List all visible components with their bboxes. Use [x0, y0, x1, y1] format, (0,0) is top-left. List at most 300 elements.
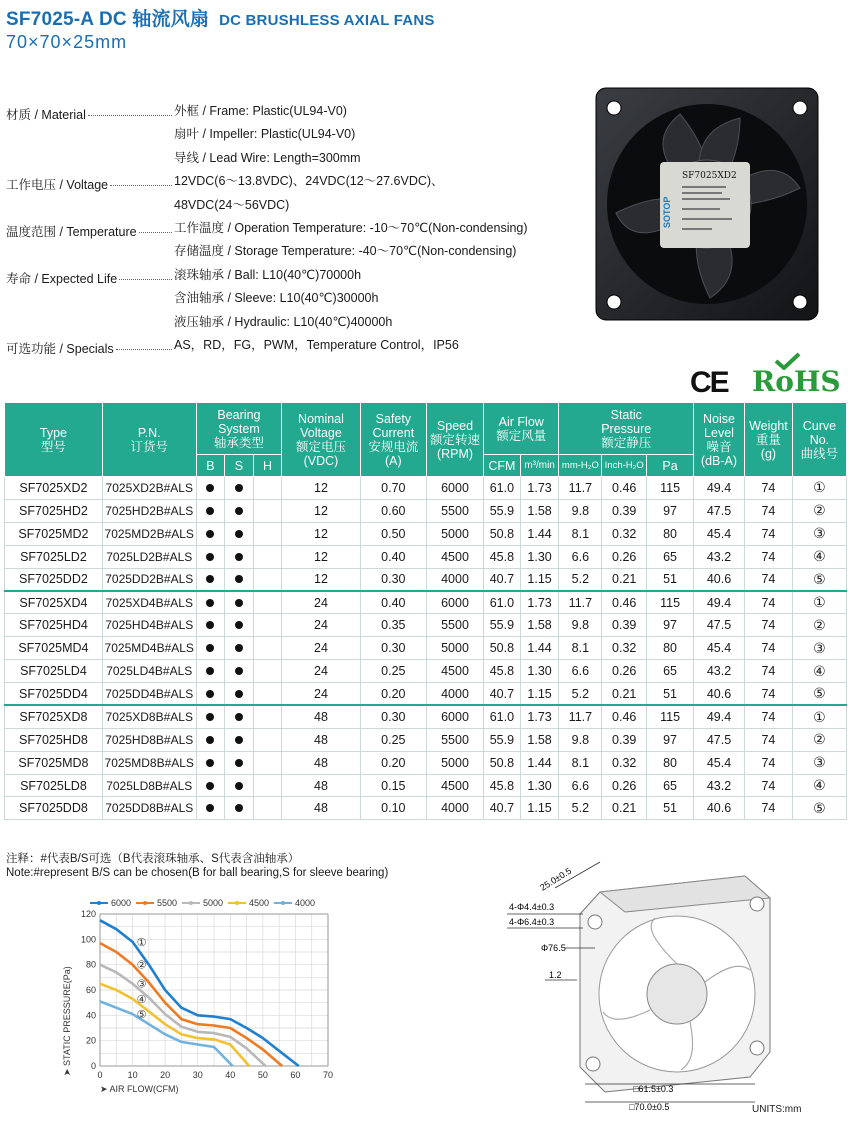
cell-pn: 7025LD2B#ALS [102, 545, 196, 568]
cell-db: 43.2 [694, 660, 745, 683]
cell-type: SF7025DD4 [5, 683, 103, 706]
bearing-dot-icon [235, 507, 243, 515]
bearing-dot-icon [235, 621, 243, 629]
bearing-s-cell [225, 637, 254, 660]
col-bearing-b: B [196, 455, 225, 477]
bearing-dot-icon [235, 782, 243, 790]
table-row [5, 728, 847, 751]
cell-type: SF7025XD2 [5, 477, 103, 500]
cell-g: 74 [744, 477, 792, 500]
cell-cfm: 61.0 [484, 705, 521, 728]
col-mmh2o: mm-H₂O [559, 455, 602, 477]
cell-mm: 6.6 [559, 774, 602, 797]
legend-swatch-dot [97, 901, 101, 905]
bearing-b-cell [196, 751, 225, 774]
col-bearing-s: S [225, 455, 254, 477]
cell-rpm: 4000 [426, 797, 483, 820]
cell-pn: 7025XD4B#ALS [102, 591, 196, 614]
cell-type: SF7025XD8 [5, 705, 103, 728]
cell-cfm: 45.8 [484, 545, 521, 568]
bearing-h-cell [253, 705, 282, 728]
cell-m3: 1.73 [520, 591, 559, 614]
fan-photo [590, 78, 826, 330]
cell-mm: 5.2 [559, 568, 602, 591]
x-tick-label: 70 [322, 1070, 334, 1080]
cell-type: SF7025XD4 [5, 591, 103, 614]
cell-curve: ① [792, 705, 846, 728]
spec-value: 外框 / Frame: Plastic(UL94-V0) [174, 104, 347, 118]
cell-rpm: 5000 [426, 751, 483, 774]
cell-inch: 0.39 [602, 614, 647, 637]
cell-rpm: 5000 [426, 637, 483, 660]
cell-db: 49.4 [694, 705, 745, 728]
cell-g: 74 [744, 728, 792, 751]
bearing-dot-icon [235, 736, 243, 744]
cell-mm: 5.2 [559, 683, 602, 706]
cell-type: SF7025HD8 [5, 728, 103, 751]
cell-pn: 7025DD2B#ALS [102, 568, 196, 591]
cell-pa: 97 [647, 728, 694, 751]
bearing-s-cell [225, 705, 254, 728]
col-bearing-h: H [253, 455, 282, 477]
cell-type: SF7025DD2 [5, 568, 103, 591]
cell-inch: 0.26 [602, 774, 647, 797]
cell-pa: 97 [647, 499, 694, 522]
bearing-dot-icon [206, 599, 214, 607]
cell-g: 74 [744, 705, 792, 728]
cell-v: 12 [282, 545, 360, 568]
cell-cfm: 55.9 [484, 728, 521, 751]
bearing-h-cell [253, 774, 282, 797]
cell-g: 74 [744, 774, 792, 797]
bearing-dot-icon [206, 484, 214, 492]
cell-inch: 0.46 [602, 477, 647, 500]
col-pressure: Static Pressure 额定静压 [559, 403, 694, 455]
bearing-b-cell [196, 774, 225, 797]
cell-v: 24 [282, 637, 360, 660]
cell-a: 0.30 [360, 705, 426, 728]
cell-curve: ④ [792, 545, 846, 568]
table-row [5, 499, 847, 522]
cell-m3: 1.15 [520, 568, 559, 591]
cell-cfm: 55.9 [484, 614, 521, 637]
y-axis-label: ➤ STATIC PRESSURE(Pa) [62, 966, 72, 1076]
cell-v: 24 [282, 683, 360, 706]
legend-label: 5500 [157, 898, 178, 908]
cell-curve: ⑤ [792, 683, 846, 706]
table-row [5, 660, 847, 683]
cell-rpm: 4000 [426, 683, 483, 706]
spec-label: 材质 / Material [6, 108, 86, 122]
spec-leader-dots [88, 103, 172, 116]
cell-a: 0.35 [360, 614, 426, 637]
legend-label: 6000 [111, 898, 132, 908]
cell-db: 40.6 [694, 683, 745, 706]
cell-m3: 1.73 [520, 705, 559, 728]
table-row [5, 545, 847, 568]
bearing-s-cell [225, 522, 254, 545]
cell-curve: ④ [792, 660, 846, 683]
bearing-s-cell [225, 614, 254, 637]
cell-v: 12 [282, 499, 360, 522]
cell-g: 74 [744, 614, 792, 637]
cell-type: SF7025LD8 [5, 774, 103, 797]
bearing-dot-icon [235, 553, 243, 561]
bearing-dot-icon [235, 667, 243, 675]
page-title [6, 4, 435, 31]
cell-g: 74 [744, 499, 792, 522]
bearing-dot-icon [235, 644, 243, 652]
y-tick-label: 40 [85, 1010, 96, 1021]
bearing-b-cell [196, 568, 225, 591]
bearing-dot-icon [235, 804, 243, 812]
bearing-b-cell [196, 614, 225, 637]
cell-a: 0.30 [360, 637, 426, 660]
col-current: Safety Current 安规电流 (A) [360, 403, 426, 477]
spec-value: 12VDC(6～13.8VDC)、24VDC(12～27.6VDC)、 [174, 174, 444, 189]
cell-cfm: 45.8 [484, 660, 521, 683]
cell-cfm: 50.8 [484, 637, 521, 660]
fan-label-brand: SOTOP [662, 196, 672, 228]
bearing-h-cell [253, 797, 282, 820]
bearing-b-cell [196, 477, 225, 500]
cell-g: 74 [744, 591, 792, 614]
cell-db: 45.4 [694, 637, 745, 660]
bearing-b-cell [196, 637, 225, 660]
bearing-dot-icon [206, 621, 214, 629]
bearing-b-cell [196, 728, 225, 751]
cell-a: 0.40 [360, 591, 426, 614]
cell-cfm: 40.7 [484, 683, 521, 706]
cell-a: 0.40 [360, 545, 426, 568]
bearing-s-cell [225, 751, 254, 774]
col-speed: Speed 额定转速 (RPM) [426, 403, 483, 477]
bearing-dot-icon [206, 690, 214, 698]
cell-g: 74 [744, 545, 792, 568]
y-tick-label: 20 [85, 1035, 96, 1046]
cell-pa: 115 [647, 477, 694, 500]
bearing-dot-icon [206, 759, 214, 767]
cell-curve: ⑤ [792, 568, 846, 591]
bearing-h-cell [253, 660, 282, 683]
legend-swatch-dot [235, 901, 239, 905]
cell-mm: 11.7 [559, 591, 602, 614]
cell-curve: ③ [792, 522, 846, 545]
x-tick-label: 10 [127, 1070, 138, 1080]
cell-pa: 51 [647, 683, 694, 706]
bearing-s-cell [225, 591, 254, 614]
cell-mm: 8.1 [559, 751, 602, 774]
cell-curve: ① [792, 591, 846, 614]
title-en: DC BRUSHLESS AXIAL FANS [219, 12, 435, 29]
cell-type: SF7025LD2 [5, 545, 103, 568]
cell-pn: 7025XD8B#ALS [102, 705, 196, 728]
cell-mm: 6.6 [559, 545, 602, 568]
cell-rpm: 4500 [426, 774, 483, 797]
legend-label: 4500 [249, 898, 270, 908]
cell-type: SF7025HD2 [5, 499, 103, 522]
cell-mm: 8.1 [559, 637, 602, 660]
cell-m3: 1.44 [520, 751, 559, 774]
bearing-s-cell [225, 728, 254, 751]
units-label: UNITS:mm [752, 1104, 802, 1115]
table-row [5, 522, 847, 545]
cell-type: SF7025LD4 [5, 660, 103, 683]
y-tick-label: 60 [85, 985, 96, 995]
cell-db: 43.2 [694, 545, 745, 568]
cell-v: 24 [282, 591, 360, 614]
table-row [5, 751, 847, 774]
cell-mm: 5.2 [559, 797, 602, 820]
cell-pa: 51 [647, 568, 694, 591]
bearing-h-cell [253, 545, 282, 568]
col-noise: Noise Level 噪音 (dB-A) [694, 403, 745, 477]
cell-g: 74 [744, 797, 792, 820]
dim-hole2: 4-Φ6.4±0.3 [509, 917, 555, 927]
cell-g: 74 [744, 751, 792, 774]
bearing-s-cell [225, 683, 254, 706]
cell-mm: 8.1 [559, 522, 602, 545]
bearing-dot-icon [206, 804, 214, 812]
cell-a: 0.15 [360, 774, 426, 797]
spec-leader-dots [110, 173, 172, 186]
spec-value: 滚珠轴承 / Ball: L10(40℃)70000h [174, 267, 362, 282]
curve-marker: ⑤ [136, 1009, 147, 1022]
x-tick-label: 20 [160, 1070, 171, 1080]
bearing-s-cell [225, 797, 254, 820]
cell-cfm: 50.8 [484, 751, 521, 774]
cell-pn: 7025LD4B#ALS [102, 660, 196, 683]
spec-value: 扇叶 / Impeller: Plastic(UL94-V0) [174, 127, 356, 142]
cell-inch: 0.39 [602, 728, 647, 751]
spec-value: 导线 / Lead Wire: Length=300mm [174, 150, 361, 165]
bearing-dot-icon [235, 690, 243, 698]
cell-a: 0.25 [360, 660, 426, 683]
cell-cfm: 40.7 [484, 797, 521, 820]
title-cn: SF7025-A DC 轴流风扇 [6, 9, 210, 30]
cell-curve: ④ [792, 774, 846, 797]
cell-a: 0.20 [360, 751, 426, 774]
curve-marker: ③ [136, 978, 147, 991]
cell-v: 48 [282, 751, 360, 774]
cell-db: 43.2 [694, 774, 745, 797]
bearing-b-cell [196, 660, 225, 683]
cell-pa: 65 [647, 660, 694, 683]
bearing-dot-icon [206, 575, 214, 583]
cell-cfm: 45.8 [484, 774, 521, 797]
table-row [5, 774, 847, 797]
col-cfm: CFM [484, 455, 521, 477]
bearing-h-cell [253, 499, 282, 522]
cell-m3: 1.44 [520, 522, 559, 545]
table-row [5, 614, 847, 637]
cell-pn: 7025MD2B#ALS [102, 522, 196, 545]
cell-pn: 7025DD4B#ALS [102, 683, 196, 706]
cell-rpm: 4500 [426, 545, 483, 568]
bearing-dot-icon [206, 713, 214, 721]
cell-v: 48 [282, 705, 360, 728]
cell-db: 45.4 [694, 522, 745, 545]
cell-g: 74 [744, 568, 792, 591]
spec-label: 温度范围 / Temperature [6, 225, 137, 239]
cell-pn: 7025XD2B#ALS [102, 477, 196, 500]
cell-m3: 1.15 [520, 797, 559, 820]
bearing-s-cell [225, 774, 254, 797]
bearing-h-cell [253, 614, 282, 637]
cell-a: 0.60 [360, 499, 426, 522]
cell-a: 0.10 [360, 797, 426, 820]
bearing-s-cell [225, 660, 254, 683]
bearing-h-cell [253, 477, 282, 500]
spec-leader-dots [116, 337, 172, 350]
cell-pa: 97 [647, 614, 694, 637]
bearing-b-cell [196, 522, 225, 545]
cell-cfm: 40.7 [484, 568, 521, 591]
cell-db: 47.5 [694, 499, 745, 522]
cell-v: 12 [282, 477, 360, 500]
x-tick-label: 40 [225, 1070, 236, 1080]
cell-a: 0.30 [360, 568, 426, 591]
bearing-dot-icon [206, 644, 214, 652]
bearing-dot-icon [206, 553, 214, 561]
cell-rpm: 4000 [426, 568, 483, 591]
cell-pa: 65 [647, 545, 694, 568]
bearing-dot-icon [235, 484, 243, 492]
cell-rpm: 5500 [426, 728, 483, 751]
cell-type: SF7025DD8 [5, 797, 103, 820]
note-en: Note:#represent B/S can be chosen(B for ball bearing,S for sleeve bearing) [6, 867, 389, 879]
cell-curve: ② [792, 499, 846, 522]
col-m3: m³/min [520, 455, 559, 477]
cell-v: 24 [282, 660, 360, 683]
table-row [5, 591, 847, 614]
bearing-dot-icon [235, 713, 243, 721]
cell-pa: 80 [647, 522, 694, 545]
bearing-b-cell [196, 705, 225, 728]
spec-label: 工作电压 / Voltage [6, 178, 109, 193]
y-tick-label: 100 [80, 934, 96, 945]
dim-hole1: 4-Φ4.4±0.3 [509, 902, 555, 912]
cell-pn: 7025DD8B#ALS [102, 797, 196, 820]
legend-swatch-dot [281, 901, 285, 905]
x-tick-label: 60 [290, 1070, 301, 1080]
col-type: Type 型号 [5, 403, 103, 477]
cell-curve: ③ [792, 751, 846, 774]
cell-inch: 0.32 [602, 751, 647, 774]
cell-db: 49.4 [694, 591, 745, 614]
cell-a: 0.20 [360, 683, 426, 706]
spec-value: 液压轴承 / Hydraulic: L10(40℃)40000h [174, 314, 393, 329]
cell-cfm: 50.8 [484, 522, 521, 545]
cell-curve: ② [792, 614, 846, 637]
cell-pn: 7025HD2B#ALS [102, 499, 196, 522]
cell-mm: 11.7 [559, 705, 602, 728]
cell-db: 49.4 [694, 477, 745, 500]
cell-rpm: 6000 [426, 591, 483, 614]
cell-v: 12 [282, 568, 360, 591]
col-pa: Pa [647, 455, 694, 477]
cell-type: SF7025MD8 [5, 751, 103, 774]
cell-pn: 7025LD8B#ALS [102, 774, 196, 797]
table-row [5, 477, 847, 500]
x-tick-label: 50 [257, 1070, 268, 1080]
cell-pa: 80 [647, 751, 694, 774]
cell-mm: 9.8 [559, 728, 602, 751]
bearing-s-cell [225, 545, 254, 568]
cell-cfm: 61.0 [484, 591, 521, 614]
cell-m3: 1.58 [520, 614, 559, 637]
bearing-b-cell [196, 499, 225, 522]
col-inchh2o: Inch-H₂O [602, 455, 647, 477]
fan-size: 70×70×25mm [6, 32, 128, 52]
spec-label: 可选功能 / Specials [6, 342, 114, 356]
bearing-dot-icon [206, 507, 214, 515]
cell-rpm: 6000 [426, 705, 483, 728]
bearing-b-cell [196, 797, 225, 820]
curve-marker: ② [136, 959, 147, 972]
x-tick-label: 30 [192, 1070, 203, 1080]
bearing-h-cell [253, 728, 282, 751]
cell-a: 0.25 [360, 728, 426, 751]
cell-type: SF7025MD4 [5, 637, 103, 660]
cell-v: 12 [282, 522, 360, 545]
cell-inch: 0.46 [602, 591, 647, 614]
y-tick-label: 120 [80, 909, 96, 919]
cell-v: 24 [282, 614, 360, 637]
cell-curve: ② [792, 728, 846, 751]
dim-depth: 25.0±0.5 [538, 865, 574, 893]
cell-m3: 1.73 [520, 477, 559, 500]
cell-mm: 9.8 [559, 614, 602, 637]
cell-inch: 0.21 [602, 797, 647, 820]
legend-label: 5000 [203, 898, 224, 908]
cell-db: 47.5 [694, 614, 745, 637]
cell-m3: 1.58 [520, 499, 559, 522]
table-row [5, 683, 847, 706]
spec-value: 存储温度 / Storage Temperature: -40～70℃(Non-condensing) [174, 244, 517, 259]
cell-g: 74 [744, 522, 792, 545]
bearing-dot-icon [206, 782, 214, 790]
cell-inch: 0.39 [602, 499, 647, 522]
cell-inch: 0.32 [602, 637, 647, 660]
cell-pa: 51 [647, 797, 694, 820]
dim-hole-pitch: □61.5±0.3 [633, 1084, 674, 1094]
bearing-h-cell [253, 522, 282, 545]
cell-type: SF7025HD4 [5, 614, 103, 637]
cell-a: 0.50 [360, 522, 426, 545]
bearing-b-cell [196, 591, 225, 614]
y-tick-label: 0 [90, 1061, 96, 1071]
note-cn: 注释：#代表B/S可选（B代表滚珠轴承、S代表含油轴承） [6, 853, 300, 865]
spec-value: AS，RD，FG，PWM，Temperature Control，IP56 [174, 338, 459, 352]
dim-body: □70.0±0.5 [629, 1102, 670, 1112]
bearing-h-cell [253, 683, 282, 706]
cell-pa: 65 [647, 774, 694, 797]
cell-curve: ③ [792, 637, 846, 660]
cell-rpm: 5500 [426, 614, 483, 637]
bearing-s-cell [225, 499, 254, 522]
x-tick-label: 0 [97, 1070, 103, 1080]
cell-inch: 0.46 [602, 705, 647, 728]
cell-db: 40.6 [694, 797, 745, 820]
series-line-5500 [100, 943, 282, 1066]
bearing-h-cell [253, 591, 282, 614]
cell-g: 74 [744, 660, 792, 683]
spec-value: 48VDC(24～56VDC) [174, 197, 290, 212]
legend-swatch-dot [189, 901, 193, 905]
fan-label-model: SF7025XD2 [682, 171, 737, 181]
bearing-s-cell [225, 568, 254, 591]
